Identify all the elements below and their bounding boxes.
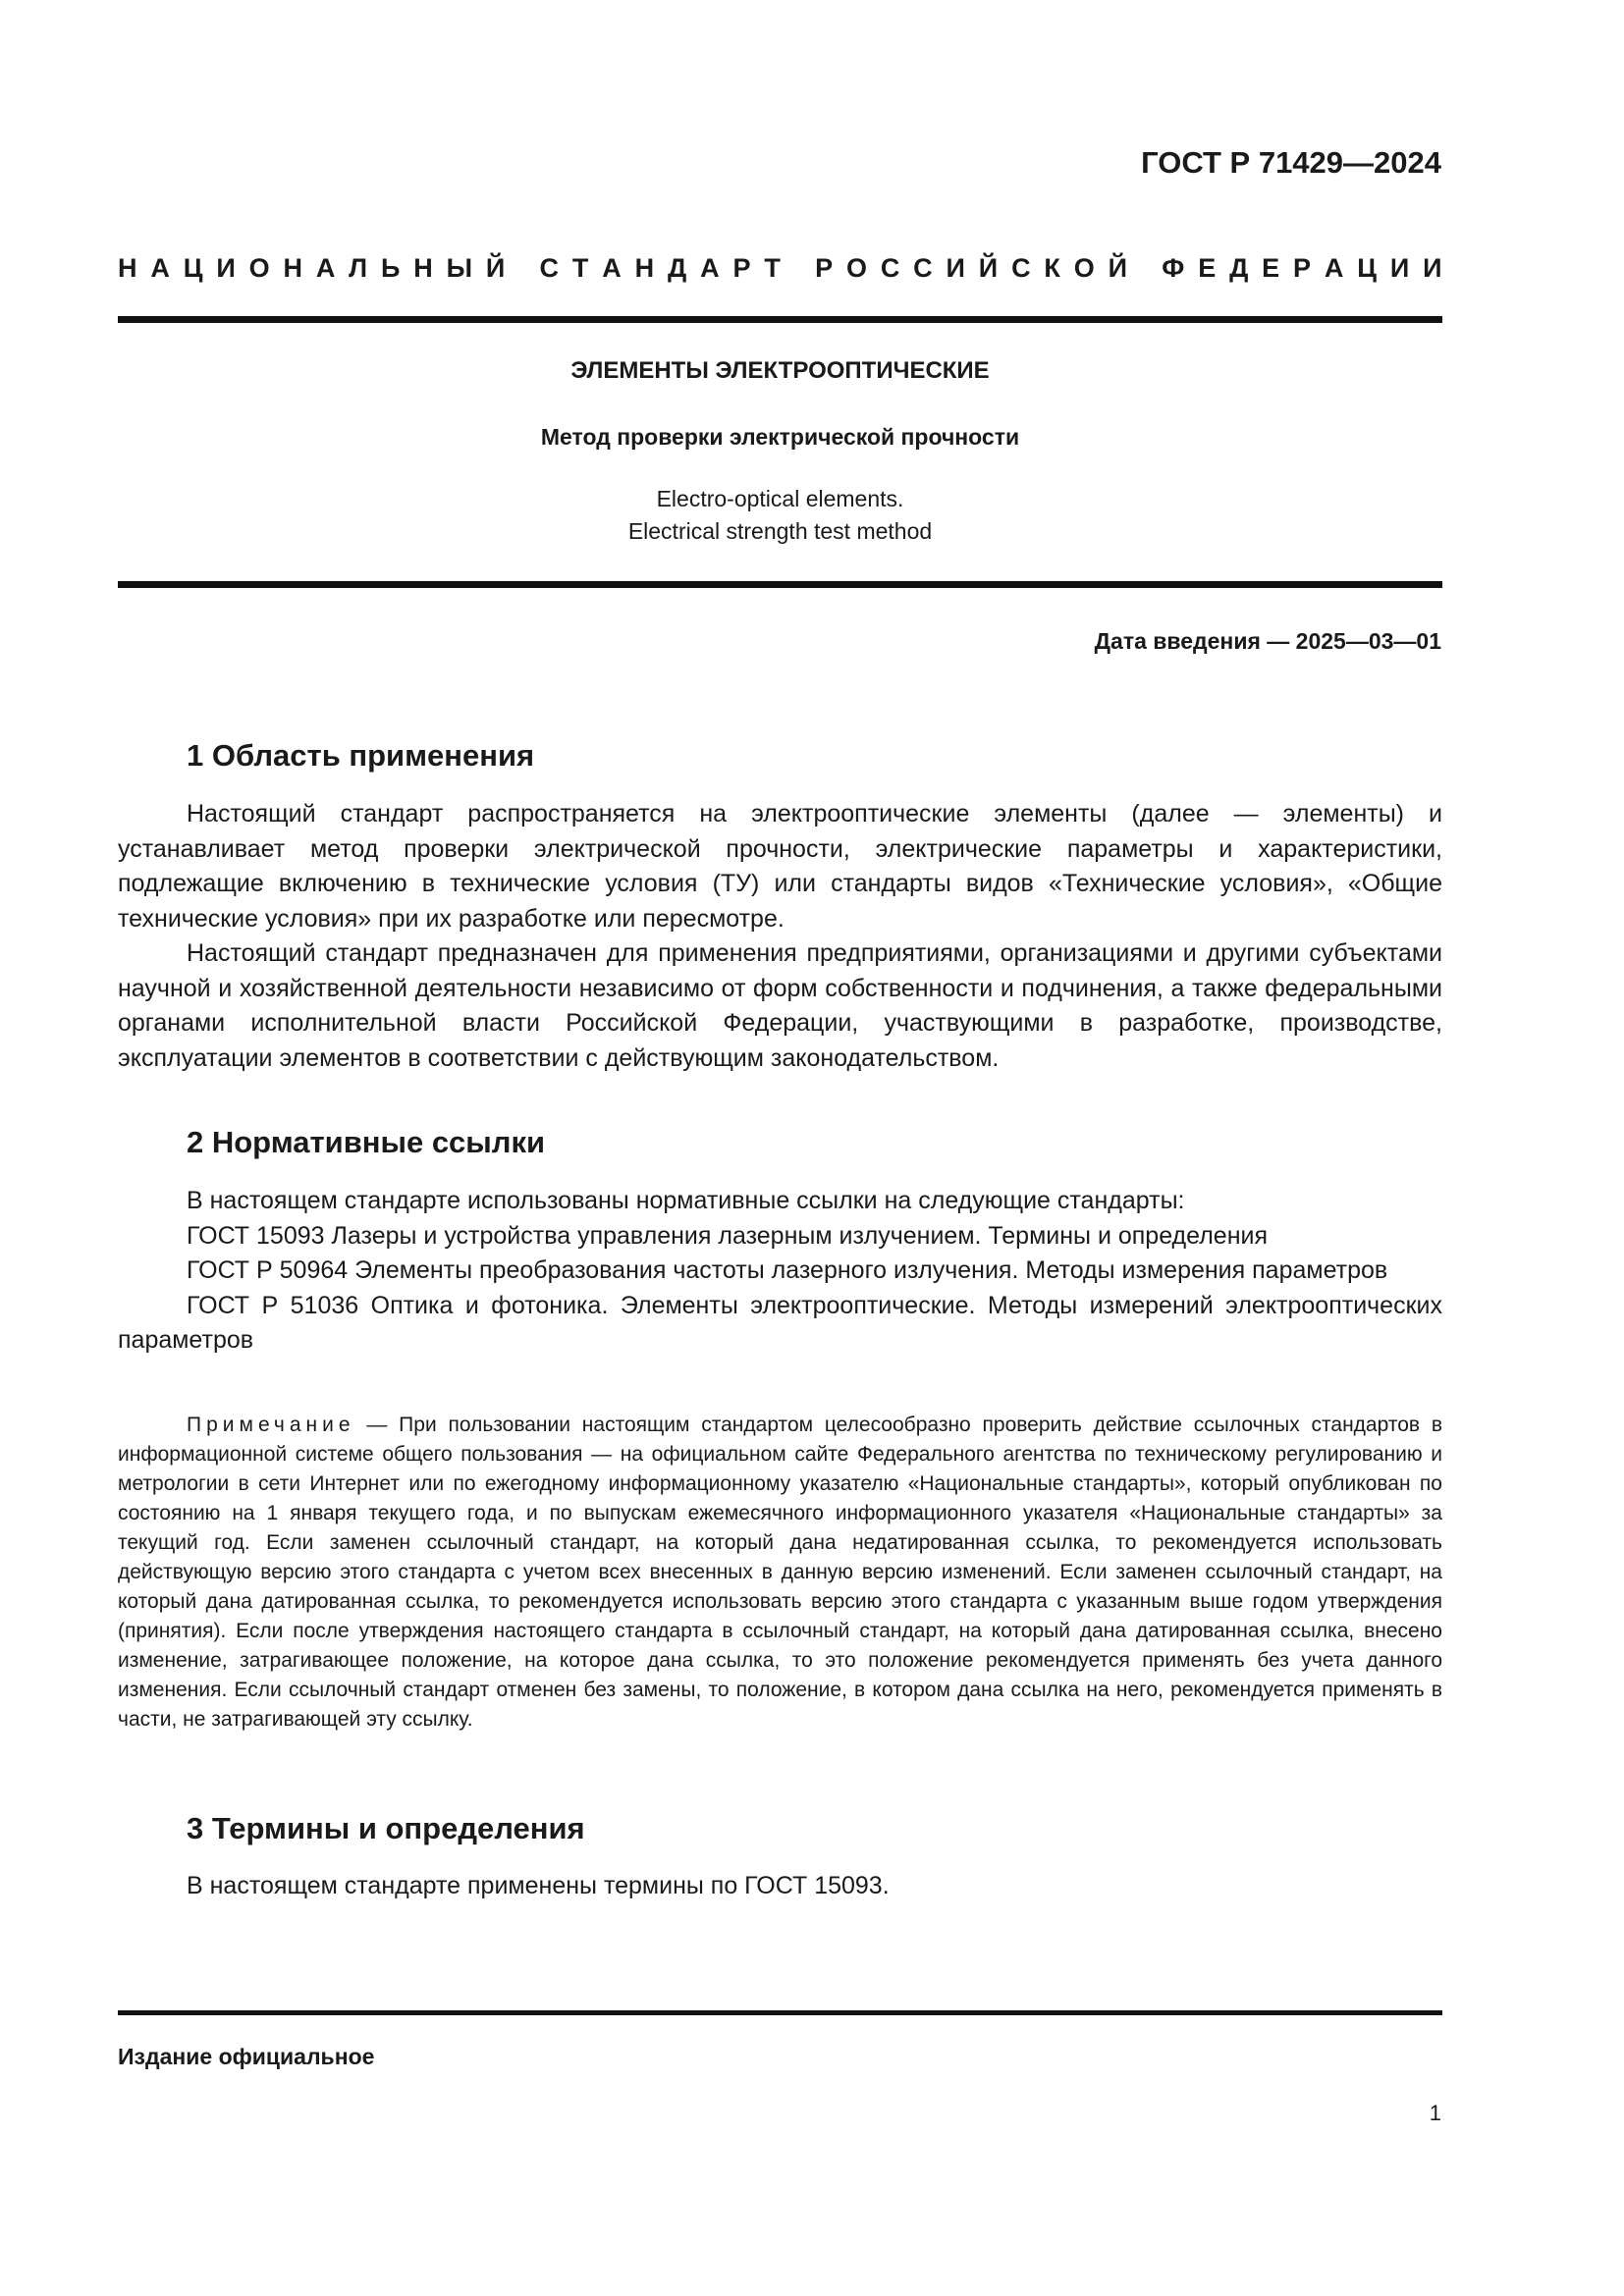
header-rule [118,316,1442,323]
section-1-body [118,797,1442,1076]
heading-word-gap [1141,253,1149,284]
reference-item: ГОСТ Р 51036 Оптика и фотоника. Элементы электрооптические. Методы измерений электрооптических параметров [118,1291,1442,1354]
national-standard-heading [118,253,1442,284]
heading-letter: Й [1108,253,1128,283]
heading-letter: О [845,253,867,283]
heading-letter: И [1423,253,1442,283]
section-1-paragraph: Настоящий стандарт предназначен для применения предприятиями, организациями и другими субъектами научной и хозяйственной деятельности независимо от форм собственности и подчинения, а также федеральными органами исполнительной власти Российской Федерации, участвующими в разработке, производстве, эксплуатации элементов в соответствии с действующим законодательством. [118,939,1442,1072]
heading-letter: И [946,253,965,283]
heading-letter: С [913,253,933,283]
heading-letter: Д [1229,253,1249,283]
section-3-title: 3 Термины и определения [187,1811,585,1845]
heading-letter: Л [349,253,368,283]
reference-item: ГОСТ Р 50964 Элементы преобразования частоты лазерного излучения. Методы измерения параметров [187,1256,1388,1284]
section-2-body [118,1184,1442,1359]
heading-letter: Р [815,253,834,283]
heading-letter: И [1389,253,1410,283]
heading-letter: С [880,253,900,283]
heading-letter: Ы [446,253,473,283]
heading-letter: С [1011,253,1031,283]
title-rule [118,581,1442,588]
title-english-line-1: Electro-optical elements. [656,486,904,511]
section-2-title: 2 Нормативные ссылки [187,1125,546,1159]
page-number: 1 [1429,2101,1441,2125]
heading-letter: О [1073,253,1095,283]
heading-letter: Й [978,253,999,283]
heading-letter: Н [634,253,655,283]
section-2-paragraph: В настоящем стандарте использованы нормативные ссылки на следующие стандарты: [187,1187,1185,1214]
heading-letter: Ц [183,253,203,283]
note-text: — При пользовании настоящим стандартом целесообразно проверить действие ссылочных стандартов в информационной системе общего пользования — на официальном сайте Федерального агентства по техническому регулированию и метрологии в сети Интернет или по ежегодному информационному указателю «Национальные стандарты», который опубликован по состоянию на 1 января текущего года, и по выпускам ежемесячного информационного указателя «Национальные стандарты» за текущий год. Если заменен ссылочный стандарт, на который дана недатированная ссылка, то рекомендуется использовать действующую версию этого стандарта с учетом всех внесенных в данную версию изменений. Если заменен ссылочный стандарт, на который дана датированная ссылка, то рекомендуется использовать версию этого стандарта с указанным выше годом утверждения (принятия). Если после утверждения настоящего стандарта в ссылочный стандарт, на который дана датированная ссылка, внесено изменение, затрагивающее положение, на которое дана ссылка, то это положение рекомендуется применять без учета данного изменения. Если ссылочный стандарт отменен без замены, то положение, в котором дана ссылка на него, рекомендуется применять в части, не затрагивающей эту ссылку. [118,1414,1442,1731]
section-3-paragraph: В настоящем стандарте применены термины по ГОСТ 15093. [187,1872,890,1899]
section-1-paragraph: Настоящий стандарт распространяется на электрооптические элементы (далее — элементы) и устанавливает метод проверки электрической прочности, электрические параметры и характеристики, подлежащие включению в технические условия (ТУ) или стандарты видов «Технические условия», «Общие технические условия» при их разработке или пересмотре. [118,800,1442,933]
note-label: Примечание [187,1414,355,1436]
heading-letter: О [248,253,270,283]
heading-letter: Н [118,253,137,283]
heading-letter: Н [283,253,302,283]
title-english-line-2: Electrical strength test method [627,518,933,544]
heading-letter: Е [1198,253,1217,283]
heading-letter: Е [1262,253,1280,283]
heading-letter: А [700,253,720,283]
heading-letter: Ь [380,253,401,283]
heading-letter: Д [667,253,687,283]
heading-letter: Р [732,253,751,283]
section-1-title: 1 Область применения [187,738,535,773]
edition-label: Издание официальное [118,2044,375,2069]
heading-letter: Т [764,253,781,283]
heading-word-gap [518,253,526,284]
footer-rule [118,2010,1442,2015]
references-note [118,1411,1442,1735]
heading-letter: А [150,253,170,283]
introduction-date: Дата введения — 2025—03—01 [1094,628,1441,654]
heading-letter: Н [413,253,433,283]
heading-letter: Ц [1357,253,1378,283]
heading-letter: А [315,253,336,283]
document-subtitle: Метод проверки электрической прочности [540,424,1020,450]
document-title: ЭЛЕМЕНТЫ ЭЛЕКТРООПТИЧЕСКИЕ [570,357,990,384]
heading-letter: И [216,253,236,283]
reference-item: ГОСТ 15093 Лазеры и устройства управления лазерным излучением. Термины и определения [187,1221,1269,1250]
heading-letter: А [602,253,622,283]
heading-letter: К [1044,253,1060,283]
heading-letter: А [1324,253,1344,283]
document-title-english [118,483,1442,548]
heading-letter: Р [1293,253,1312,283]
heading-word-gap [794,253,802,284]
heading-letter: Й [485,253,506,283]
heading-letter: Т [571,253,589,283]
heading-letter: С [539,253,560,283]
section-3-body [118,1869,1442,1904]
gost-number: ГОСТ Р 71429—2024 [1141,145,1441,180]
heading-letter: Ф [1162,253,1185,283]
